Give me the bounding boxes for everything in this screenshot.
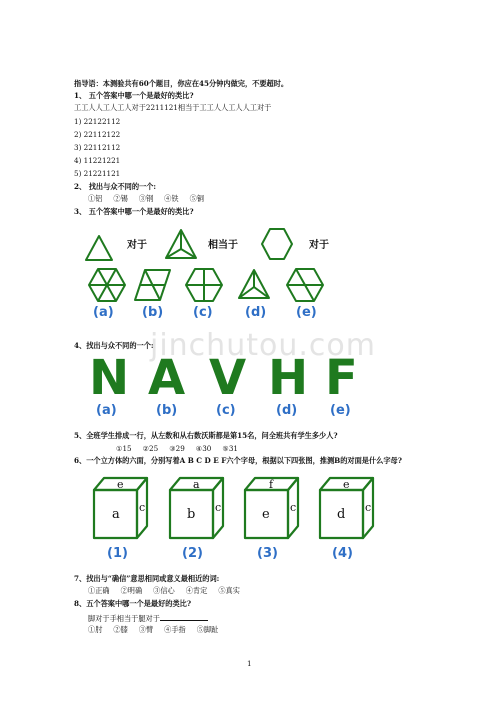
q1-option: 1) 22122112 [74, 117, 121, 126]
q4-letter-f: F [325, 350, 358, 406]
q4-label-a: (a) [96, 403, 117, 418]
watermark: jinchutou.com [150, 328, 376, 363]
page-number: 1 [247, 659, 252, 668]
q5-title: 5、全班学生排成一行，从左数和从右数沃斯都是第15名，问全班共有学生多少人? [74, 431, 338, 440]
cube-3-top: f [269, 478, 274, 491]
q4-label-e: (e) [330, 403, 351, 418]
q3-label-a: (a) [93, 305, 114, 320]
q7-option: ⑤真实 [218, 586, 240, 595]
cube-1-front: a [112, 507, 120, 522]
cube-3-label: (3) [257, 546, 278, 561]
cube-1-side: c [139, 501, 146, 514]
q1-title: 1、 五个答案中哪一个是最好的类比? [74, 91, 194, 100]
cube-4-label: (4) [332, 546, 353, 561]
q8-title: 8、五个答案中哪一个是最好的类比? [74, 599, 192, 608]
q4-title: 4、找出与众不同的一个: [74, 341, 154, 350]
q5-option: ④30 [195, 444, 212, 453]
q3-label-d: (d) [245, 305, 267, 320]
q7-option: ①正确 [88, 586, 110, 595]
q4-letter-h: H [268, 350, 309, 406]
q4-letter-v: V [209, 350, 247, 406]
q3-title: 3、 五个答案中哪一个是最好的类比? [74, 207, 194, 216]
q3-label-c: (c) [193, 305, 213, 320]
cube-1-label: (1) [107, 546, 128, 561]
q8-option: ③臂 [138, 625, 154, 634]
q3-label-e: (e) [296, 305, 317, 320]
q3-label-b: (b) [142, 305, 164, 320]
cube-2-side: c [215, 501, 222, 514]
q7-options [88, 587, 251, 594]
cube-4-side: c [365, 501, 372, 514]
q7-title: 7、找出与“确信”意思相同或意义最相近的词: [74, 574, 220, 583]
q4-label-b: (b) [156, 403, 178, 418]
q8-option: ⑤脚趾 [196, 625, 219, 634]
q1-stem: 工工人人工人工人对于2211121相当于工工人人工人人工对于 [74, 103, 272, 112]
q8-stem [88, 613, 208, 622]
cube-2-label: (2) [182, 546, 203, 561]
q8-options [88, 626, 229, 633]
q4-letter-n: N [89, 350, 130, 406]
q5-option: ⑤31 [222, 444, 238, 453]
q2-option: ④铁 [164, 194, 179, 203]
answer-blank [160, 613, 208, 621]
q7-option: ③信心 [153, 586, 175, 595]
q2-title: 2、 找出与众不同的一个: [74, 182, 157, 191]
cube-2-front: b [187, 507, 196, 522]
q5-option: ②25 [142, 444, 159, 453]
q1-option: 2) 22112122 [74, 130, 121, 139]
q4-label-d: (d) [276, 403, 298, 418]
cube-1-top: e [117, 478, 124, 491]
q7-option: ④肯定 [185, 586, 208, 595]
q1-option: 5) 21221121 [74, 169, 121, 178]
q2-option: ①铝 [88, 194, 103, 203]
q3-word-to-2: 对于 [309, 240, 329, 251]
q5-option: ①15 [116, 444, 132, 453]
cube-2-top: a [193, 478, 200, 491]
q2-option: ③钢 [138, 194, 154, 203]
q4-label-c: (c) [216, 403, 236, 418]
q8-stem-text: 脚对于手相当于腿对于 [88, 614, 160, 623]
q1-option: 4) 11221221 [74, 156, 121, 165]
q2-option: ⑤铜 [189, 194, 204, 203]
q5-option: ③29 [169, 444, 185, 453]
cube-3-side: c [290, 501, 297, 514]
intro-text: 指导语：本测验共有60个题目，你应在45分钟内做完，不要超时。 [74, 79, 289, 88]
q7-option: ②明确 [120, 586, 143, 595]
q1-option: 3) 22112112 [74, 143, 121, 152]
q8-option: ④手指 [164, 625, 186, 634]
q2-option: ②锡 [113, 194, 128, 203]
cube-4-front: d [337, 507, 346, 522]
cube-4-top: e [343, 478, 350, 491]
q3-word-to: 对于 [127, 240, 147, 251]
q3-word-equals: 相当于 [208, 240, 238, 251]
q4-letter-a: A [148, 350, 186, 406]
cube-3-front: e [262, 507, 270, 522]
q6-title: 6、一个立方体的六面，分别写着A B C D E F六个字母，根据以下四张图，推测B的对面是什么字母? [74, 456, 402, 465]
q8-option: ①肘 [88, 625, 103, 634]
q8-option: ②膝 [113, 625, 128, 634]
